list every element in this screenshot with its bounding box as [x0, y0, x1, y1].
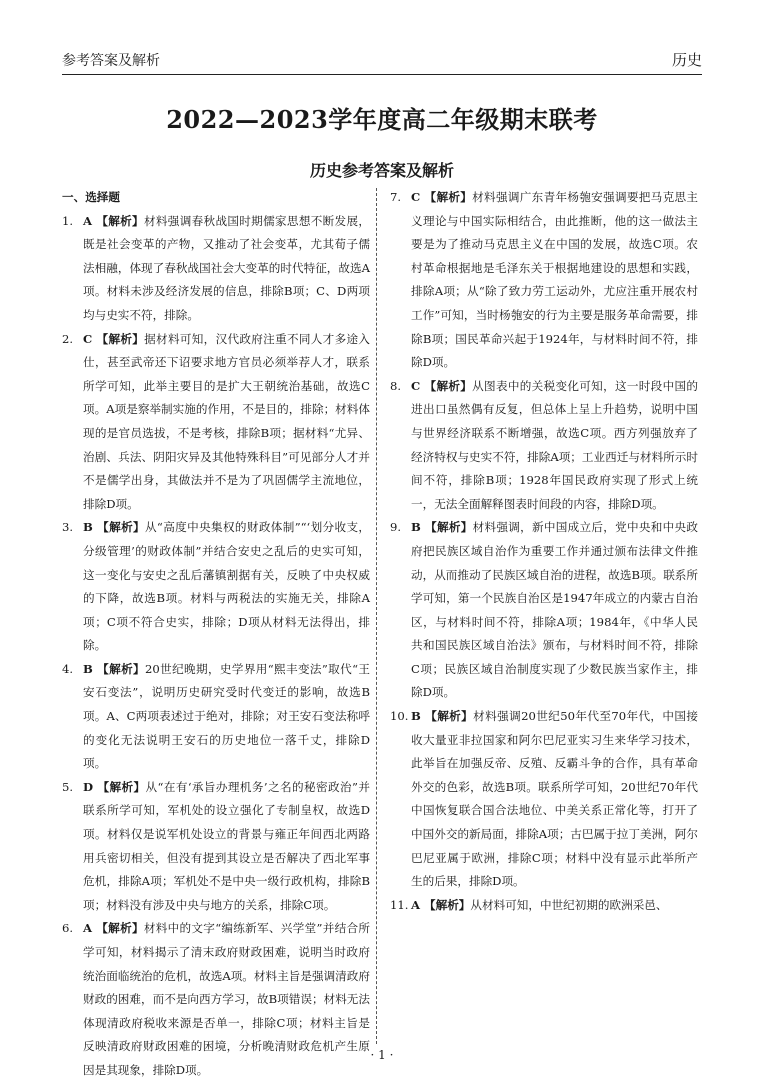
analysis-text: 从“高度中央集权的财政体制”“‘划分收支，分级管理’的财政体制”并结合安史之乱后的史实可知，这一变化与安史之乱后藩镇割据有关，反映了中央权威的下降，故选B项。材料与两税法的实施无关，排除A项；C项不符合史实，排除；D项从材料无法得出，排除。 — [83, 520, 370, 653]
item-number: 2. — [62, 331, 74, 346]
answer-item — [62, 328, 370, 517]
analysis-tag: 【解析】 — [424, 897, 471, 912]
analysis-text: 材料中的文字“编练新军、兴学堂”并结合所学可知，材料揭示了清末政府财政困难，说明当时政府统治面临统治的危机，故选A项。材料主旨是强调清政府财政的困难，而不是向西方学习，故B项错误；材料无法体现清政府税收来源是否单一，排除C项；材料主旨是反映清政府财政困难的困境，分析晚清财政危机产生原因是其现象，排除D项。 — [83, 921, 370, 1077]
answer-item — [390, 375, 698, 517]
answer-item — [62, 516, 370, 658]
item-content — [411, 186, 698, 375]
analysis-tag: 【解析】 — [96, 520, 145, 535]
answer-letter: B — [83, 520, 93, 535]
answer-letter: C — [411, 378, 421, 393]
answer-item — [390, 894, 698, 918]
analysis-text: 材料强调广东青年杨匏安强调要把马克思主义理论与中国实际相结合，由此推断，他的这一做法主要是为了推动马克思主义在中国的发展，故选C项。农村革命根据地是毛泽东关于根据地建设的思想和实践，排除A项；从“除了致力劳工运动外，尤应注重开展农村工作”可知，当时杨匏安的行为主要是服务革命需要，排除B项；国民革命兴起于1924年，与材料时间不符，排除D项。 — [411, 190, 698, 370]
item-number: 9. — [390, 520, 402, 535]
analysis-tag: 【解析】 — [97, 779, 146, 794]
answer-item — [62, 210, 370, 328]
answer-letter: B — [411, 520, 421, 535]
item-number: 8. — [390, 378, 402, 393]
analysis-text: 材料强调春秋战国时期儒家思想不断发展，既是社会变革的产物，又推动了社会变革，尤其荀子儒法相融，体现了春秋战国社会大变革的时代特征，故选A项。材料未涉及经济发展的信息，排除B项；C、D两项均与史实不符，排除。 — [83, 213, 370, 322]
analysis-tag: 【解析】 — [424, 190, 473, 204]
analysis-text: 材料强调，新中国成立后，党中央和中央政府把民族区域自治作为重要工作并通过颁布法律文件推动，从而推动了民族区域自治的进程，故选B项。联系所学可知，第一个民族自治区是1947年成立的内蒙古自治区，与材料时间不符，排除A项；1984年，《中华人民共和国民族区域自治法》颁布，与材料时间不符，排除C项；民族区域自治制度实现了少数民族当家作主，排除D项。 — [411, 520, 698, 700]
analysis-text: 材料强调20世纪50年代至70年代，中国接收大量亚非拉国家和阿尔巴尼亚实习生来华学习技术，此举旨在加强反帝、反殖、反霸斗争的合作，具有革命外交的色彩，故选B项。联系所学可知，20世纪70年代中国恢复联合国合法地位、中美关系正常化等，打开了中国外交的新局面，排除A项；古巴属于拉丁美洲，阿尔巴尼亚属于欧洲，排除C项；材料中没有显示此举所产生的后果，排除D项。 — [411, 709, 698, 889]
answer-letter: B — [83, 661, 93, 676]
item-content — [411, 705, 698, 894]
analysis-tag: 【解析】 — [96, 331, 145, 346]
item-number: 10. — [390, 709, 409, 724]
analysis-tag: 【解析】 — [424, 520, 473, 535]
item-content — [83, 328, 370, 517]
header-left-text: 参考答案及解析 — [62, 53, 160, 69]
answer-item — [62, 658, 370, 776]
item-number: 1. — [62, 213, 74, 228]
page-title: 2022—2023学年度高二年级期末联考 — [166, 105, 598, 134]
item-number: 11. — [390, 897, 409, 912]
analysis-text: 从材料可知，中世纪初期的欧洲采邑、 — [470, 897, 668, 912]
left-items — [62, 210, 370, 1083]
item-number: 4. — [62, 661, 74, 676]
section-title: 一、选择题 — [62, 190, 120, 204]
answer-item — [62, 776, 370, 918]
page-number: · 1 · — [370, 1048, 394, 1062]
answer-letter: A — [411, 897, 420, 912]
answer-letter: A — [83, 921, 92, 936]
answer-letter: D — [83, 779, 94, 794]
answer-letter: C — [411, 190, 421, 204]
analysis-text: 据材料可知，汉代政府注重不同人才多途入仕，甚至武帝还下诏要求地方官员必须举荐人才，联系所学可知，此举主要目的是扩大王朝统治基础，故选C项。A项是察举制实施的作用，不是目的，排除；材料体现的是官员选拔，不是考核，排除B项；据材料“尤异、治剧、兵法、阴阳灾异及其他特殊科目”可见部分人才并不是儒学出身，其做法并不是为了巩固儒学主流地位，排除D项。 — [83, 331, 370, 511]
item-content — [411, 894, 698, 918]
page-subtitle: 历史参考答案及解析 — [309, 161, 454, 180]
analysis-tag: 【解析】 — [424, 378, 473, 393]
answer-item — [390, 705, 698, 894]
item-number: 6. — [62, 921, 74, 936]
left-column — [62, 186, 370, 1083]
item-content — [83, 516, 370, 658]
answer-item — [390, 186, 698, 375]
analysis-text: 20世纪晚期，史学界用“熙丰变法”取代“王安石变法”，说明历史研究受时代变迁的影响，故选B项。A、C两项表述过于绝对，排除；对王安石变法称呼的变化无法说明王安石的历史地位一落千丈，排除D项。 — [83, 661, 370, 771]
analysis-tag: 【解析】 — [96, 213, 144, 228]
right-column — [390, 186, 698, 917]
item-content — [411, 516, 698, 705]
right-items — [390, 186, 698, 917]
header-subject: 历史 — [671, 51, 702, 69]
answer-letter: B — [411, 709, 421, 724]
item-content — [83, 776, 370, 918]
answer-item — [390, 516, 698, 705]
item-content — [411, 375, 698, 517]
analysis-text: 从图表中的关税变化可知，这一时段中国的进出口虽然偶有反复，但总体上呈上升趋势，说明中国与世界经济联系不断增强，故选C项。西方列强放弃了经济特权与史实不符，排除A项；工业西迁与材料所示时间不符，排除B项；1928年国民政府实现了形式上统一，无法全面解释图表时间段的内容，排除D项。 — [411, 378, 698, 511]
analysis-tag: 【解析】 — [96, 661, 146, 676]
answer-letter: C — [83, 331, 93, 346]
page-header — [62, 44, 702, 75]
item-content — [83, 658, 370, 776]
analysis-text: 从“在有‘承旨办理机务’之名的秘密政治”并联系所学可知，军机处的设立强化了专制皇权，故选D项。材料仅是说军机处设立的背景与雍正年间西北两路用兵密切相关，但没有提到其设立是否解决了西北军事危机，排除A项；军机处不是中央一级行政机构，排除B项；材料没有涉及中央与地方的关系，排除C项。 — [83, 779, 370, 912]
column-divider — [376, 188, 377, 1044]
item-number: 7. — [390, 190, 402, 204]
item-number: 3. — [62, 520, 74, 535]
item-number: 5. — [62, 779, 74, 794]
answer-letter: A — [83, 213, 92, 228]
analysis-tag: 【解析】 — [424, 709, 474, 724]
analysis-tag: 【解析】 — [96, 921, 144, 936]
item-content — [83, 210, 370, 328]
